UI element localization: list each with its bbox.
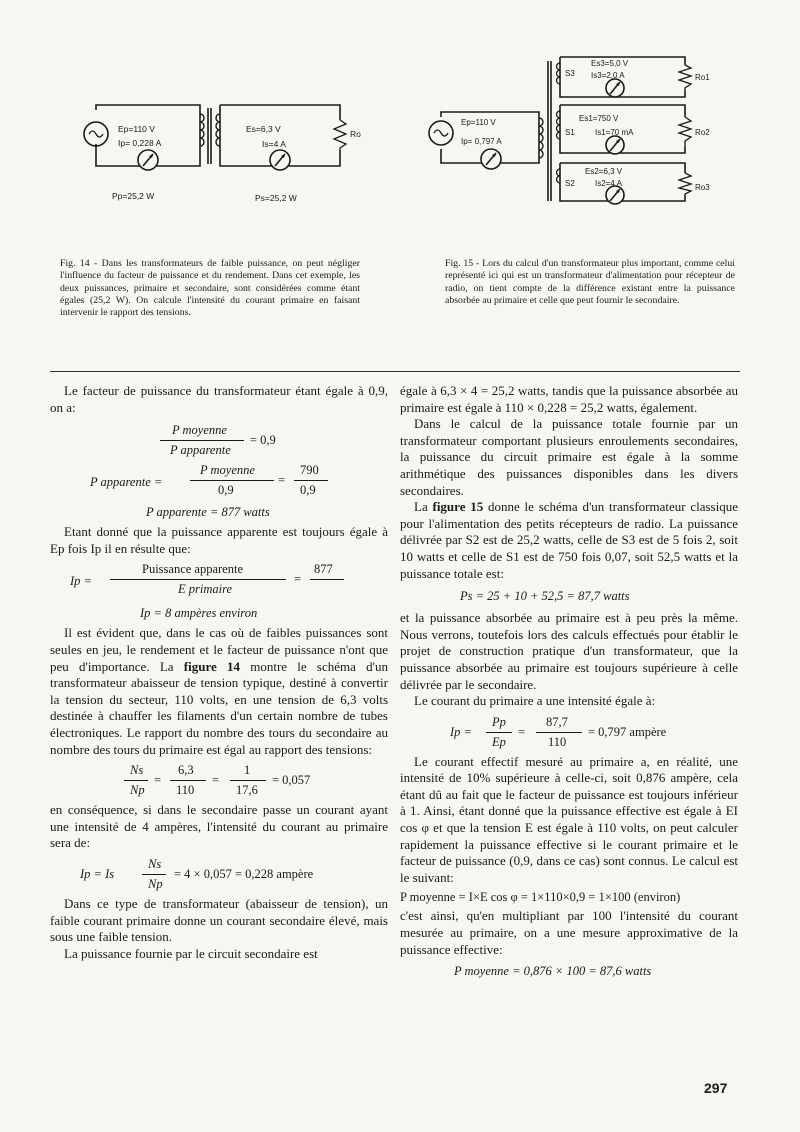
equation-apparent-power: P apparente = P moyenne 0,9 = 790 0,9 [50, 458, 388, 500]
fig15-is3: Is3=2,0 A [591, 71, 625, 80]
fig14-is: Is=4 A [262, 139, 286, 149]
fig14-pp: Pp=25,2 W [112, 191, 155, 201]
fig14-ro: Ro [350, 129, 361, 139]
right-paragraph-4: et la puissance absorbée au primaire est à peu près la même. Nous verrons, toutefois lors des calculs effectués pour établir le projet de construction pratique d'un transformateur, que la puissance absorbée au primaire est toujours supérieure à celle délivrée par le secondaire. [400, 610, 738, 692]
equation-turns-ratio: Ns Np = 6,3 110 = 1 17,6 = 0,057 [50, 758, 388, 802]
left-paragraph-3: Il est évident que, dans le cas où de faibles puissances sont seules en jeu, le rendement et le facteur de puissance n'ont que peu d'importance. La figure 14 montre le schéma d'un transformateur abaisseur de tension typique, destiné à convertir la tension du secteur, 110 volts, en une tension de 6,3 volts destinée à chauffer les filaments d'un certain nombre de tubes électroniques. Le rapport du nombre des tours du secondaire au nombre des tours du primaire est égal au rapport des tensions: [50, 625, 388, 757]
right-paragraph-3: La figure 15 donne le schéma d'un transformateur classique pour l'alimentation des petits récepteurs de radio. La puissance délivrée par S2 est de 25,2 watts, celle de S3 est de 5 fois 2, soit 10 watts et celle de S1 est de 750 fois 0,07, soit 52,5 watts et la puissance totale est: [400, 499, 738, 581]
right-paragraph-1: égale à 6,3 × 4 = 25,2 watts, tandis que la puissance absorbée au primaire est égale à 110 × 0,228 = 25,2 watts, également. [400, 383, 738, 415]
fig15-s3: S3 [565, 69, 575, 78]
figure-14-schematic [70, 100, 370, 210]
fig14-ep: Ep=110 V [118, 124, 155, 134]
equation-power-factor: P moyenne P apparente = 0,9 [50, 416, 388, 458]
left-paragraph-2: Etant donné que la puissance apparente est toujours égale à Ep fois Ip il en résulte que: [50, 524, 388, 556]
page-number: 297 [704, 1080, 728, 1096]
right-column [400, 383, 738, 982]
equation-primary-current-right: Ip = Pp Ep = 87,7 110 = 0,797 ampère [450, 714, 667, 749]
equation-primary-result: Ip = 8 ampères environ [140, 606, 258, 621]
fig15-is1: Is1=70 mA [595, 128, 634, 137]
equation-effective-power: P moyenne = 0,876 × 100 = 87,6 watts [454, 964, 652, 979]
fig15-es3: Es3=5,0 V [591, 59, 629, 68]
fig15-es2: Es2=6,3 V [585, 167, 623, 176]
separator-rule [50, 371, 740, 372]
equation-total-power: Ps = 25 + 10 + 52,5 = 87,7 watts [460, 589, 630, 604]
right-paragraph-6: Le courant effectif mesuré au primaire a, en réalité, une intensité de 10% supérieure à celle-ci, soit 0,876 ampère, cela étant dû au fait que le facteur de puissance est toujours inférieur à 1. Ainsi, étant donné que la puissance effective est égale à EI cos φ et que la tension E est égale à 110 volts, on peut calculer rapidement la puissance effective si le courant primaire et le facteur de puissance (0,9, dans ce cas) sont connus. Le calcul est le suivant: [400, 753, 738, 885]
right-paragraph-5: Le courant du primaire a une intensité égale à: [414, 693, 656, 709]
left-paragraph-5: Dans ce type de transformateur (abaisseur de tension), un faible courant primaire donne un courant secondaire élevé, mais sous une faible tension. [50, 895, 388, 945]
fig15-ro1: Ro1 [695, 73, 710, 82]
left-paragraph-6: La puissance fournie par le circuit secondaire est [64, 945, 318, 961]
equation-primary-current-ratio: Ip = Is Ns Np = 4 × 0,057 = 0,228 ampère [80, 856, 314, 891]
right-paragraph-2: Dans le calcul de la puissance totale fournie par un transformateur comportant plusieurs enroulements secondaires, la puissance du circuit primaire est égale à la somme arithmétique des puissances disponibles dans les divers secondaires. [400, 416, 738, 498]
figure-15-caption: Fig. 15 - Lors du calcul d'un transformateur plus important, comme celui représenté ici qui est un transformateur d'alimentation pour récepteur de radio, on tient compte de la différence existant entre la puissance absorbée au primaire et celle que peut fournir le secondaire. [445, 258, 735, 306]
fig15-s2: S2 [565, 179, 575, 188]
fig15-ro3: Ro3 [695, 183, 710, 192]
fig15-es1: Es1=750 V [579, 114, 619, 123]
fig15-is2: Is2=4 A [595, 179, 622, 188]
left-paragraph-4: en conséquence, si dans le secondaire passe un courant ayant une intensité de 4 ampères, l'intensité du courant au primaire sera de: [50, 802, 388, 851]
fig15-s1: S1 [565, 128, 575, 137]
fig15-ro2: Ro2 [695, 128, 710, 137]
figure-14-reference[interactable]: figure 14 [183, 658, 240, 674]
figure-14-caption: Fig. 14 - Dans les transformateurs de faible puissance, on peut négliger l'influence du facteur de puissance et du rendement. Dans cet exemple, les deux puissances, primaire et secondaire, sont considérées comme étant égales (25,2 W). On calcule l'intensité du courant primaire en faisant intervenir le rapport des tensions. [60, 258, 360, 319]
equation-mean-power: P moyenne = I×E cos φ = 1×110×0,9 = 1×100 (environ) [400, 890, 681, 905]
fig14-es: Es=6,3 V [246, 124, 281, 134]
equation-apparent-result: P apparente = 877 watts [146, 505, 270, 520]
fig15-ip: Ip= 0,797 A [461, 137, 502, 146]
figure-15-reference[interactable]: figure 15 [432, 499, 484, 515]
left-column [50, 383, 388, 962]
right-paragraph-7: c'est ainsi, qu'en multipliant par 100 l'intensité du courant mesurée au primaire, on a une mesure approximative de la puissance effective: [400, 908, 738, 957]
fig15-ep: Ep=110 V [461, 118, 496, 127]
equation-primary-current: Ip = Puissance apparente E primaire = 877 [50, 557, 388, 601]
fig14-ps: Ps=25,2 W [255, 193, 297, 203]
figure-15-schematic [415, 55, 735, 205]
left-paragraph-1: Le facteur de puissance du transformateur étant égale à 0,9, on a: [50, 383, 388, 415]
fig14-ip: Ip= 0,228 A [118, 138, 162, 148]
